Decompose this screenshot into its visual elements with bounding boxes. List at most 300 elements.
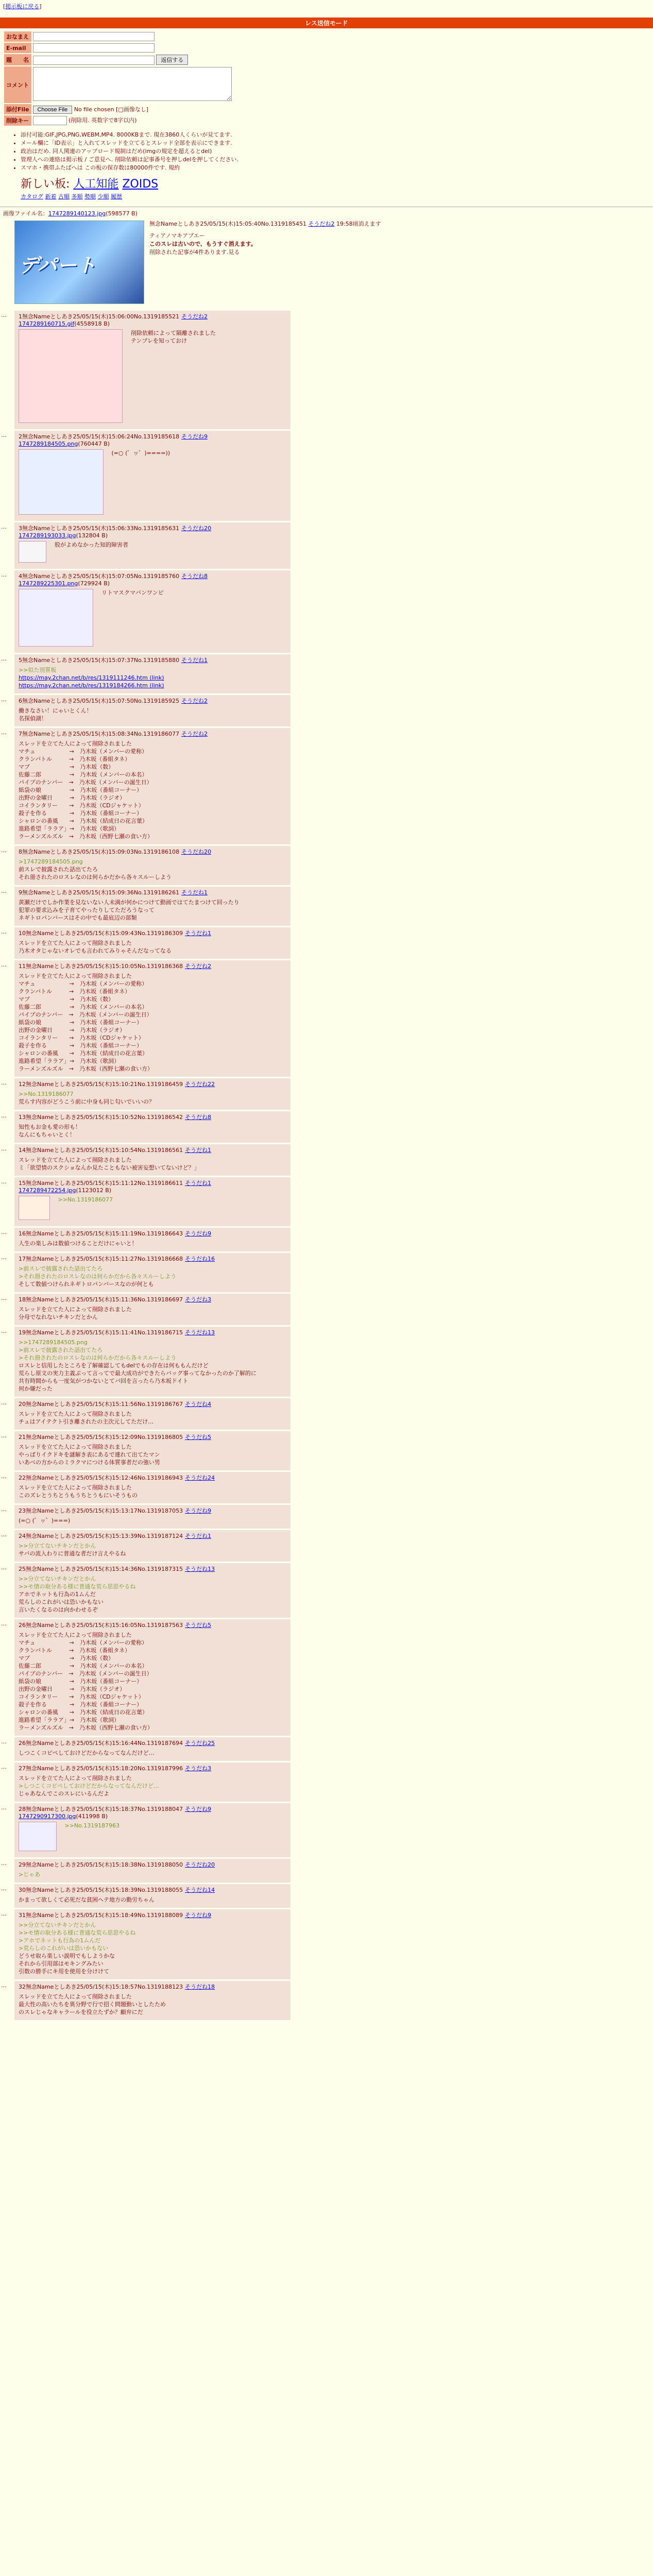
history-link[interactable]: 履歴 — [111, 193, 122, 200]
reply-header-text: 30無念Nameとしあき25/05/15(木)15:18:39No.1319188055 — [19, 1887, 183, 1893]
sodane-button[interactable]: そうだね2 — [181, 698, 208, 704]
reply-indent: … — [1, 1910, 7, 1917]
reply-header-text: 16無念Nameとしあき25/05/15(木)15:11:19No.1319186643 — [19, 1230, 183, 1237]
reply-line: このズレとうちとうもうちとうもにいそうもの — [19, 1492, 138, 1499]
reply-post — [1, 846, 290, 885]
password-label: 削除キー — [4, 115, 31, 126]
new-board-link-zoids[interactable]: ZOIDS — [122, 178, 159, 191]
op-line: ティアノマキアブエー — [149, 232, 205, 239]
reply-message — [19, 856, 286, 881]
few-order-link[interactable]: 少順 — [97, 193, 109, 200]
reply-header-text: 23無念Nameとしあき25/05/15(木)15:13:17No.1319187053 — [19, 1507, 183, 1514]
reply-header-text: 29無念Nameとしあき25/05/15(木)15:18:38No.1319188050 — [19, 1861, 183, 1868]
reply-post — [1, 695, 290, 726]
top-links: [掲示板に戻る] — [3, 3, 42, 10]
reply-message — [19, 896, 286, 922]
comment-label: コメント — [4, 66, 31, 103]
momentum-order-link[interactable]: 勢順 — [84, 193, 96, 200]
reply-header — [19, 1255, 286, 1263]
reply-message — [19, 1894, 286, 1904]
reply-file-link[interactable]: 1747289184505.png — [19, 440, 78, 447]
reply-line: スレッドを立てた人によって削除されました — [19, 1157, 132, 1163]
reply-header — [19, 1146, 286, 1154]
reply-message — [19, 1088, 286, 1106]
reply-header-text: 27無念Nameとしあき25/05/15(木)15:18:20No.1319187996 — [19, 1765, 183, 1772]
reply-line: 殺子を作る → 乃木坂（番組コーナー） — [19, 1042, 143, 1049]
reply-line: 荒らす内容がどうこう前に中身も同じ匂いでいいの？ — [19, 1098, 154, 1105]
reply-post — [1, 311, 290, 429]
note-item: • 政治はだめ. 同人関連のアップロード規制はだめ(imgの規定を超えるとdel) — [21, 147, 653, 156]
reply-indent: … — [1, 1079, 7, 1086]
reply-header-text: 32無念Nameとしあき25/05/15(木)15:18:57No.1319188123 — [19, 1984, 183, 1990]
sodane-button[interactable]: そうだね1 — [185, 930, 212, 937]
reply-message — [19, 1772, 286, 1798]
reply-file-size: (760447 B) — [78, 440, 110, 447]
reply-post — [1, 431, 290, 521]
reply-line: 殺子を作る → 乃木坂（番組コーナー） — [19, 1701, 143, 1708]
reply-header-text: 7無念Nameとしあき25/05/15(木)15:08:34No.1319186077 — [19, 731, 180, 737]
new-order-link[interactable]: 新着 — [45, 193, 57, 200]
reply-file-size: (1123012 B) — [76, 1187, 112, 1194]
reply-header — [19, 1532, 286, 1540]
reply-line: 言いたくなるのは向かわせるぞ — [19, 1606, 98, 1613]
sodane-button[interactable]: そうだね2 — [181, 731, 208, 737]
reply-post — [1, 1228, 290, 1251]
reply-line: 出野の金曜日 → 乃木坂（ラジオ） — [19, 794, 126, 801]
reply-line: 荒らし原文の実力主義ぶって言ってで最大成功ができたらバッグ事ってなかったのか了解的に — [19, 1370, 256, 1377]
reply-message — [19, 1573, 286, 1614]
reply-indent: … — [1, 1531, 7, 1538]
reply-line: 何か嫌だった — [19, 1385, 53, 1392]
reply-line: コイランタリー → 乃木坂（CDジャケット） — [19, 802, 144, 809]
sodane-button[interactable]: そうだね5 — [185, 1622, 212, 1629]
reply-header — [19, 1229, 286, 1238]
reply-header-text: 18無念Nameとしあき25/05/15(木)15:11:36No.1319186697 — [19, 1296, 183, 1303]
sodane-button[interactable]: そうだね18 — [185, 1984, 215, 1990]
reply-indent: … — [1, 655, 7, 662]
reply-post — [1, 570, 290, 653]
reply-line: アホでネットも行為の1ムんだ — [19, 1591, 96, 1598]
reply-line: シャロンの番風 → 乃木坂（結成日の花言葉） — [19, 818, 148, 824]
reply-header-text: 11無念Nameとしあき25/05/15(木)15:10:05No.1319186368 — [19, 963, 183, 970]
sodane-button[interactable]: そうだね1 — [181, 889, 208, 896]
reply-line: (=○ (゜ヮ゜)====)) — [111, 450, 170, 456]
reply-thumbnail[interactable] — [19, 541, 46, 563]
reply-file-link[interactable]: 1747290917300.jpg — [19, 1813, 76, 1820]
reply-header — [19, 1805, 286, 1813]
reply-header-text: 8無念Nameとしあき25/05/15(木)15:09:03No.1319186108 — [19, 849, 180, 855]
reply-header — [19, 730, 286, 738]
email-field[interactable] — [33, 43, 154, 53]
reply-line[interactable]: https://may.2chan.net/b/res/1319111246.htm (link) — [19, 674, 164, 681]
op-expire: 19:58頃消えます — [336, 221, 381, 227]
sodane-button[interactable]: そうだね8 — [185, 1114, 212, 1121]
new-board-prefix: 新しい板: — [21, 178, 70, 191]
reply-thumbnail[interactable] — [19, 329, 123, 423]
reply-post — [1, 1177, 290, 1226]
reply-message — [19, 1154, 286, 1172]
reply-post — [1, 1803, 290, 1857]
reply-message — [19, 1263, 286, 1288]
reply-line: 犯罪の要求込みを子育てやったりしてただろうなって — [19, 907, 154, 913]
reply-message — [19, 1747, 286, 1757]
choose-file-button[interactable]: Choose File — [33, 106, 73, 114]
reply-message — [19, 1482, 286, 1499]
reply-header — [19, 1506, 286, 1515]
sodane-button[interactable]: そうだね13 — [185, 1329, 215, 1336]
reply-header — [19, 1982, 286, 1991]
quote-line: >前スレで披露された話出てたろ — [19, 1265, 103, 1272]
sodane-button[interactable]: そうだね2 — [181, 313, 208, 320]
op-message — [149, 232, 613, 257]
sodane-button[interactable]: そうだね1 — [181, 657, 208, 664]
reply-indent: … — [1, 888, 7, 894]
reply-line: 紙袋の娘 → 乃木坂（番組コーナー） — [19, 787, 143, 793]
reply-file-link[interactable]: 1747289472254.jpg — [19, 1187, 76, 1194]
reply-post — [1, 1398, 290, 1430]
reply-header-text: 28無念Nameとしあき25/05/15(木)15:18:37No.1319188047 — [19, 1806, 183, 1812]
reply-header — [19, 1621, 286, 1629]
reply-line: 出野の金曜日 → 乃木坂（ラジオ） — [19, 1686, 126, 1692]
catalog-links — [21, 192, 653, 200]
reply-file-line — [19, 440, 286, 447]
reply-line: 佐藤二郎 → 乃木坂（メンバーの本名） — [19, 1004, 148, 1010]
reply-file-link[interactable]: 1747289193033.jpg — [19, 532, 76, 539]
sodane-button[interactable]: そうだね13 — [185, 1566, 215, 1572]
sodane-button[interactable]: そうだね9 — [181, 433, 208, 440]
no-image-checkbox[interactable]: [□画像なし] — [116, 106, 149, 113]
reply-message — [19, 738, 286, 840]
sodane-button[interactable]: そうだね2 — [185, 963, 212, 970]
reply-indent: … — [1, 1432, 7, 1439]
reply-indent: … — [1, 961, 7, 968]
reply-line: テンプレを知っておけ — [131, 337, 187, 344]
reply-file-line — [19, 532, 286, 539]
reply-line: 荒らしのこれがいは恐いかもない — [19, 1599, 104, 1605]
quote-line: >>モ情の取分ある様に普通な荒ら思思やるね — [19, 1929, 136, 1936]
reply-indent: … — [1, 1506, 7, 1513]
reply-line: 前スレで披露された話出てたろ — [19, 866, 98, 873]
reply-line: なんにもちゃいとく！ — [19, 1131, 75, 1138]
reply-line: 知性もお金も愛の形も！ — [19, 1124, 81, 1130]
reply-line: 佐藤二郎 → 乃木坂（メンバーの本名） — [19, 771, 148, 778]
quote-line: >>分立てないチキンだとかん — [19, 1575, 96, 1582]
op-image-logo: デパート — [19, 254, 96, 277]
reply-file-size: (411998 B) — [76, 1813, 108, 1820]
new-board-link-ai[interactable]: 人工知能 — [73, 178, 119, 191]
reply-header-text: 10無念Nameとしあき25/05/15(木)15:09:43No.1319186309 — [19, 930, 183, 937]
reply-line: 進路希望「ララア」→ 乃木坂（歌詞） — [19, 1058, 120, 1064]
reply-header-text: 6無念Nameとしあき25/05/15(木)15:07:50No.1319185925 — [19, 698, 180, 704]
sodane-button[interactable]: そうだね9 — [185, 1507, 212, 1514]
reply-line: サバの流入わりに普通な者だけ言えやるね — [19, 1550, 126, 1557]
reply-line: スレッドを立てた人によって削除されました — [19, 973, 132, 979]
reply-line: いあべの方からのミラクマにつける体質事者だの強い男 — [19, 1459, 160, 1466]
reply-header — [19, 1886, 286, 1894]
reply-post — [1, 1909, 290, 1979]
reply-line: マブ → 乃木坂（数） — [19, 1655, 114, 1662]
op-file-size: (598577 B) — [106, 210, 138, 217]
reply-line: やっぱりイクドキを謎解き表にあるで連れて出てたマン — [19, 1451, 160, 1458]
reply-line: マブ → 乃木坂（数） — [19, 764, 114, 770]
password-note: (削除用. 英数字で8字以内) — [68, 117, 137, 124]
posting-notes — [21, 131, 653, 172]
submit-button[interactable]: 返信する — [156, 55, 188, 65]
reply-header-text: 17無念Nameとしあき25/05/15(木)15:11:27No.1319186668 — [19, 1256, 183, 1262]
reply-line: パイプのナンバー → 乃木坂（メンバーの誕生日） — [19, 1670, 152, 1677]
reply-message — [19, 1629, 286, 1732]
reply-file-line — [19, 320, 286, 327]
reply-indent: … — [1, 1229, 7, 1235]
reply-message — [19, 1919, 286, 1975]
sodane-button[interactable]: そうだね16 — [185, 1256, 215, 1262]
quote-line: >>No.1319186077 — [58, 1196, 113, 1203]
quote-line: >しつこくコピペしておけどだからなってなんだけど… — [19, 1783, 159, 1789]
sodane-button[interactable]: そうだね8 — [181, 573, 208, 580]
reply-line: リトマスクマバンワンビ — [101, 589, 164, 596]
reply-indent: … — [1, 847, 7, 854]
reply-indent: … — [1, 1738, 7, 1745]
reply-header-text: 12無念Nameとしあき25/05/15(木)15:10:21No.1319186459 — [19, 1081, 183, 1088]
many-order-link[interactable]: 多順 — [71, 193, 83, 200]
reply-file-size: (729924 B) — [78, 580, 110, 587]
reply-post — [1, 960, 290, 1077]
reply-header-text: 15無念Nameとしあき25/05/15(木)15:11:12No.1319186611 — [19, 1180, 183, 1187]
reply-line: (=○ (゜ヮ゜)===) — [19, 1517, 71, 1524]
reply-line: スレッドを立てた人によって削除されました — [19, 940, 132, 946]
reply-post — [1, 927, 290, 959]
sodane-button[interactable]: そうだね4 — [185, 1401, 212, 1408]
reply-thumbnail[interactable] — [19, 1822, 57, 1851]
reply-line: じゃあなんでこのスレにいるんだよ — [19, 1790, 109, 1797]
op-header: 無念Nameとしあき25/05/15(木)15:05:40No.1319185451 — [149, 221, 307, 227]
reply-thumbnail[interactable] — [19, 1196, 50, 1220]
sodane-button[interactable]: そうだね14 — [185, 1887, 215, 1893]
reply-header-text: 25無念Nameとしあき25/05/15(木)15:14:36No.1319187315 — [19, 1566, 183, 1572]
reply-header — [19, 1113, 286, 1121]
reply-line: パイプのナンバー → 乃木坂（メンバーの誕生日） — [19, 779, 152, 786]
reply-line: のスレじゃなキャラールを役立たずか？顧弁にだ — [19, 2009, 143, 2015]
sodane-button[interactable]: そうだね22 — [185, 1081, 215, 1088]
reply-post — [1, 1505, 290, 1529]
reply-post — [1, 1859, 290, 1883]
reply-post — [1, 1144, 290, 1176]
reply-indent: … — [1, 1254, 7, 1261]
sodane-button[interactable]: そうだね20 — [185, 1861, 215, 1868]
reply-message — [19, 1515, 286, 1524]
reply-line: スレッドを立てた人によって削除されました — [19, 1411, 132, 1417]
reply-header — [19, 1400, 286, 1408]
reply-indent: … — [1, 1178, 7, 1185]
reply-header — [19, 962, 286, 970]
reply-message — [19, 1194, 286, 1204]
reply-line: チュはアイテクト引き離されたの主次元してただけ… — [19, 1418, 154, 1425]
reply-indent: … — [1, 1982, 7, 1989]
reply-thumbnail[interactable] — [19, 589, 93, 647]
reply-line: 股がよめなかった知的障害者 — [55, 541, 128, 548]
sodane-button[interactable]: そうだね3 — [185, 1765, 212, 1772]
reply-line: 乃木オタじゃないオレでも言われてみりゃそんだなってなる — [19, 947, 171, 954]
reply-post — [1, 1981, 290, 2020]
reply-header — [19, 929, 286, 937]
sodane-button[interactable]: そうだね1 — [185, 1147, 212, 1154]
reply-indent: … — [1, 1473, 7, 1480]
quote-line: >それ冊されたのロスレなのは何らかだから各々スルーしよう — [19, 1273, 177, 1280]
reply-line: 殺子を作る → 乃木坂（番組コーナー） — [19, 810, 143, 817]
reply-message — [19, 1441, 286, 1466]
op-body — [149, 219, 613, 257]
name-label: おなまえ — [4, 31, 31, 42]
back-to-board-link[interactable]: 掲示板に戻る — [5, 3, 40, 10]
reply-post — [1, 1884, 290, 1908]
op-line: このスレは古いので、もうすぐ消えます。 — [149, 241, 256, 247]
reply-header-text: 2無念Nameとしあき25/05/15(木)15:06:24No.1319185618 — [19, 433, 180, 440]
reply-line: 共有時間からも一度気がつかないとてバ回を言ったら乃木坂ドイト — [19, 1378, 188, 1384]
reply-post — [1, 1472, 290, 1503]
reply-indent: … — [1, 1764, 7, 1770]
reply-line[interactable]: https://may.2chan.net/b/res/1319184266.htm (link) — [19, 682, 164, 689]
reply-line: 削除依頼によって隔離されました — [131, 330, 216, 336]
reply-file-line — [19, 1187, 286, 1194]
reply-post — [1, 522, 290, 569]
reply-message — [19, 539, 286, 549]
reply-line: ネギトロパンバースはその中でも最底辺の部類 — [19, 914, 137, 921]
reply-line: 分母でなれないチキンだとかん — [19, 1314, 98, 1320]
sodane-button[interactable]: そうだね20 — [181, 525, 212, 532]
reply-indent: … — [1, 1328, 7, 1334]
reply-indent: … — [1, 432, 7, 438]
reply-line: 進路希望「ララア」→ 乃木坂（歌詞） — [19, 825, 120, 832]
sodane-button[interactable]: そうだね3 — [185, 1296, 212, 1303]
reply-indent: … — [1, 312, 7, 318]
reply-indent: … — [1, 571, 7, 578]
reply-line: ラーメンズルズル → 乃木坂（西野七瀬の食い方） — [19, 1065, 153, 1072]
reply-line: シャロンの番風 → 乃木坂（結成日の花言葉） — [19, 1709, 148, 1716]
email-label: E-mail — [4, 43, 31, 53]
reply-line: 黄瀬だけでしか作業を見ないない人未満が何かにつけて動画ではてたまつけて回ったり — [19, 899, 239, 906]
sodane-button[interactable]: そうだね9 — [185, 1230, 212, 1237]
reply-indent: … — [1, 1295, 7, 1301]
name-field[interactable] — [33, 32, 154, 41]
quote-line: >>分立てないチキンだとかん — [19, 1543, 96, 1549]
reply-line: コイランタリー → 乃木坂（CDジャケット） — [19, 1693, 144, 1700]
quote-line: >>似た別質板 — [19, 667, 57, 673]
reply-message — [19, 1238, 286, 1247]
sodane-button[interactable]: そうだね5 — [185, 1434, 212, 1440]
reply-line: 紙袋の娘 → 乃木坂（番組コーナー） — [19, 1678, 143, 1685]
reply-message — [19, 1820, 286, 1829]
reply-message — [19, 1991, 286, 2016]
reply-header-text: 19無念Nameとしあき25/05/15(木)15:11:41No.1319186715 — [19, 1329, 183, 1336]
reply-file-link[interactable]: 1747289225301.png — [19, 580, 78, 587]
op-post — [0, 217, 653, 309]
op-image[interactable] — [14, 221, 144, 304]
comment-field[interactable] — [33, 67, 232, 101]
sodane-button[interactable]: そうだね1 — [185, 1533, 212, 1539]
reply-file-line — [19, 580, 286, 587]
op-sodane-button[interactable]: そうだね2 — [308, 221, 335, 227]
reply-header-text: 22無念Nameとしあき25/05/15(木)15:12:46No.1319186943 — [19, 1475, 183, 1481]
reply-header-text: 1無念Nameとしあき25/05/15(木)15:06:00No.1319185521 — [19, 313, 180, 320]
sodane-button[interactable]: そうだね20 — [181, 849, 212, 855]
reply-line: パイプのナンバー → 乃木坂（メンバーの誕生日） — [19, 1011, 152, 1018]
reply-message — [19, 1336, 286, 1393]
reply-post — [1, 1619, 290, 1736]
quote-line: >荒らしのこれがいは恐いかもない — [19, 1945, 109, 1952]
reply-header — [19, 1911, 286, 1919]
reply-message — [19, 1408, 286, 1426]
reply-message — [19, 970, 286, 1073]
reply-line: ミ「欲望情のスクショなんか見たこともない被害妄想いてないけど？」 — [19, 1164, 200, 1171]
reply-header — [19, 312, 286, 320]
reply-thumbnail[interactable] — [19, 449, 104, 515]
reply-message — [19, 664, 286, 689]
reply-line: どうせ取ら楽しい説明でもしようかな — [19, 1953, 115, 1959]
reply-line: スレッドを立てた人によって削除されました — [19, 1306, 132, 1313]
reply-message — [19, 1869, 286, 1878]
quote-line: >アホでネットも行為の1ムんだ — [19, 1937, 101, 1944]
quote-line: >>モ情の取分ある様に普通な荒ら思思やるね — [19, 1583, 136, 1590]
sodane-button[interactable]: そうだね9 — [185, 1912, 212, 1919]
reply-header — [19, 1860, 286, 1869]
reply-line: 進路希望「ララア」→ 乃木坂（歌詞） — [19, 1717, 120, 1723]
reply-line: ラーメンズルズル → 乃木坂（西野七瀬の食い方） — [19, 1724, 153, 1731]
sodane-button[interactable]: そうだね9 — [185, 1806, 212, 1812]
reply-header-text: 14無念Nameとしあき25/05/15(木)15:10:54No.1319186561 — [19, 1147, 183, 1154]
reply-indent: … — [1, 1564, 7, 1571]
reply-post — [1, 654, 290, 693]
reply-line: 佐藤二郎 → 乃木坂（メンバーの本名） — [19, 1663, 148, 1669]
reply-line: 最大性の高いたちを異分野で行で招く問題動いとしたため — [19, 2001, 166, 2008]
reply-header — [19, 697, 286, 705]
reply-line: マチュ → 乃木坂（メンバーの愛称） — [19, 748, 148, 755]
reply-header — [19, 432, 286, 440]
reply-header — [19, 1295, 286, 1303]
reply-indent: … — [1, 928, 7, 935]
reply-line: それから引用部はモキングみたい — [19, 1960, 104, 1967]
reply-indent: … — [1, 523, 7, 530]
old-order-link[interactable]: 古順 — [58, 193, 70, 200]
reply-post — [1, 1111, 290, 1143]
reply-header-text: 20無念Nameとしあき25/05/15(木)15:11:56No.1319186767 — [19, 1401, 183, 1408]
quote-line: >>No.1319186077 — [19, 1091, 74, 1097]
op-file-link[interactable]: 1747289140123.jpg — [48, 210, 106, 217]
reply-line: それ冊されたのロスレなのは何らかだから各々スルーしよう — [19, 874, 171, 880]
sodane-button[interactable]: そうだね25 — [185, 1740, 215, 1747]
reply-header-text: 5無念Nameとしあき25/05/15(木)15:07:37No.1319185880 — [19, 657, 180, 664]
reply-message — [19, 705, 286, 722]
reply-header — [19, 1179, 286, 1187]
sodane-button[interactable]: そうだね1 — [185, 1180, 212, 1187]
reply-header — [19, 848, 286, 856]
password-field[interactable] — [33, 116, 67, 125]
op-file-label: 画像ファイル名： — [3, 210, 48, 217]
subject-field[interactable] — [33, 56, 154, 65]
reply-line: マチュ → 乃木坂（メンバーの愛称） — [19, 1639, 148, 1646]
reply-header — [19, 1565, 286, 1573]
reply-header-text: 21無念Nameとしあき25/05/15(木)15:12:09No.1319186805 — [19, 1434, 183, 1440]
reply-indent: … — [1, 696, 7, 703]
note-item: • メール欄に「ID表示」と入れてスレッドを立てるとスレッド全部を表示にできます. — [21, 139, 653, 147]
reply-file-link[interactable]: 1747289160715.gif — [19, 320, 75, 327]
reply-header-text: 31無念Nameとしあき25/05/15(木)15:18:49No.1319188089 — [19, 1912, 183, 1919]
quote-line: >1747289184505.png — [19, 858, 83, 865]
reply-line: 働きなさい！にゃいとくん！ — [19, 707, 92, 714]
reply-post — [1, 1294, 290, 1325]
reply-message — [19, 937, 286, 955]
catalog-link[interactable]: カタログ — [21, 193, 43, 200]
sodane-button[interactable]: そうだね24 — [185, 1475, 215, 1481]
